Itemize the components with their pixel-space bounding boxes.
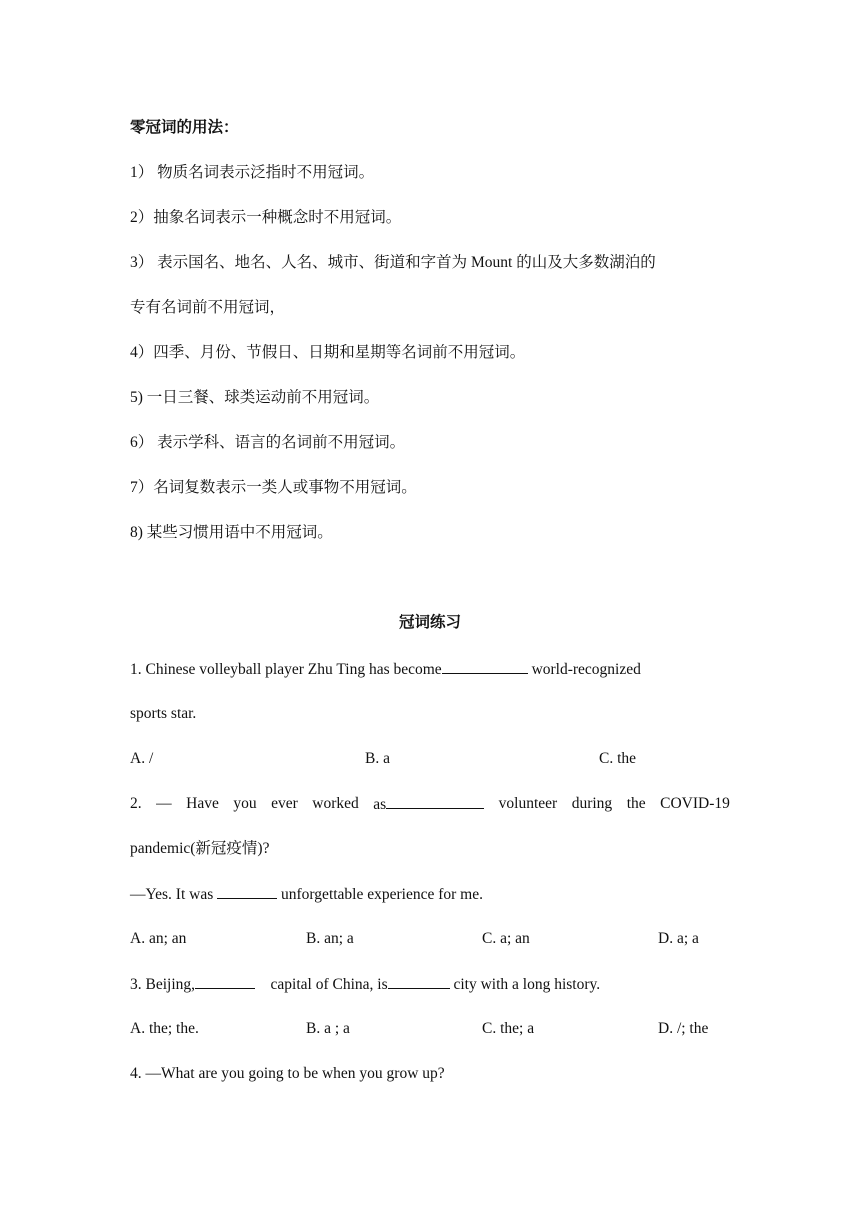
- zero-article-heading: 零冠词的用法：: [130, 119, 239, 136]
- question-2-option-d: D. a; a: [658, 930, 699, 947]
- question-2-reply-before: —Yes. It was: [130, 886, 218, 903]
- question-3-part-3: city with a long history.: [449, 976, 601, 993]
- question-1-option-a: A. /: [130, 750, 154, 767]
- question-2-word: volunteer: [498, 795, 558, 812]
- question-1-text-before: 1. Chinese volleyball player Zhu Ting has become: [130, 661, 442, 678]
- question-2-word: worked: [312, 795, 359, 812]
- rule-item-3: 3） 表示国名、地名、人名、城市、街道和字首为 Mount 的山及大多数湖泊的: [130, 254, 656, 271]
- question-3-option-d: D. /; the: [658, 1020, 709, 1037]
- rule-item-5: 5) 一日三餐、球类运动前不用冠词。: [130, 389, 380, 406]
- question-1: [130, 659, 641, 680]
- rule-item-6: 6） 表示学科、语言的名词前不用冠词。: [130, 434, 406, 451]
- question-2-line-3: [130, 884, 483, 905]
- question-3-part-2: capital of China, is: [255, 976, 388, 993]
- question-1-text-after: world-recognized: [527, 661, 641, 678]
- rule-item-4: 4）四季、月份、节假日、日期和星期等名词前不用冠词。: [130, 344, 526, 361]
- rule-item-1: 1） 物质名词表示泛指时不用冠词。: [130, 164, 375, 181]
- question-2-word: Have: [186, 795, 219, 812]
- question-2-word: as: [373, 796, 387, 813]
- question-1-option-b: B. a: [365, 750, 390, 767]
- rule-item-3-continued: 专有名词前不用冠词，: [130, 299, 286, 316]
- exercise-title: 冠词练习: [398, 614, 461, 631]
- question-3-option-a: A. the; the.: [130, 1020, 199, 1037]
- question-2-word: during: [571, 795, 613, 812]
- question-3-part-1: 3. Beijing,: [130, 976, 196, 993]
- question-2-word: the: [626, 795, 646, 812]
- question-4: 4. —What are you going to be when you grow up?: [130, 1065, 445, 1082]
- question-1-option-c: C. the: [599, 750, 637, 767]
- question-2-line-2: pandemic(新冠疫情)?: [130, 840, 270, 857]
- question-3-blank-2: [388, 974, 450, 989]
- rule-item-8: 8) 某些习惯用语中不用冠词。: [130, 524, 333, 541]
- question-2-option-a: A. an; an: [130, 930, 187, 947]
- question-2-blank-1: [386, 794, 484, 809]
- question-3: [130, 974, 600, 995]
- question-2-word: you: [233, 795, 257, 812]
- question-2-word: ever: [271, 795, 298, 812]
- question-2: [130, 794, 730, 815]
- question-3-option-b: B. a ; a: [306, 1020, 350, 1037]
- rule-item-2: 2）抽象名词表示一种概念时不用冠词。: [130, 209, 402, 226]
- question-2-word: —: [156, 795, 172, 812]
- question-1-blank: [442, 659, 528, 674]
- question-2-reply-after: unforgettable experience for me.: [277, 886, 483, 903]
- question-1-line-2: sports star.: [130, 705, 197, 722]
- question-2-option-b: B. an; a: [306, 930, 354, 947]
- question-3-option-c: C. the; a: [482, 1020, 535, 1037]
- question-2-option-c: C. a; an: [482, 930, 530, 947]
- question-2-as-with-blank: [373, 794, 484, 815]
- question-2-word: COVID-19: [660, 795, 730, 812]
- question-2-blank-2: [217, 884, 277, 899]
- question-3-blank-1: [195, 974, 255, 989]
- question-2-word: 2.: [130, 795, 142, 812]
- rule-item-7: 7）名词复数表示一类人或事物不用冠词。: [130, 479, 417, 496]
